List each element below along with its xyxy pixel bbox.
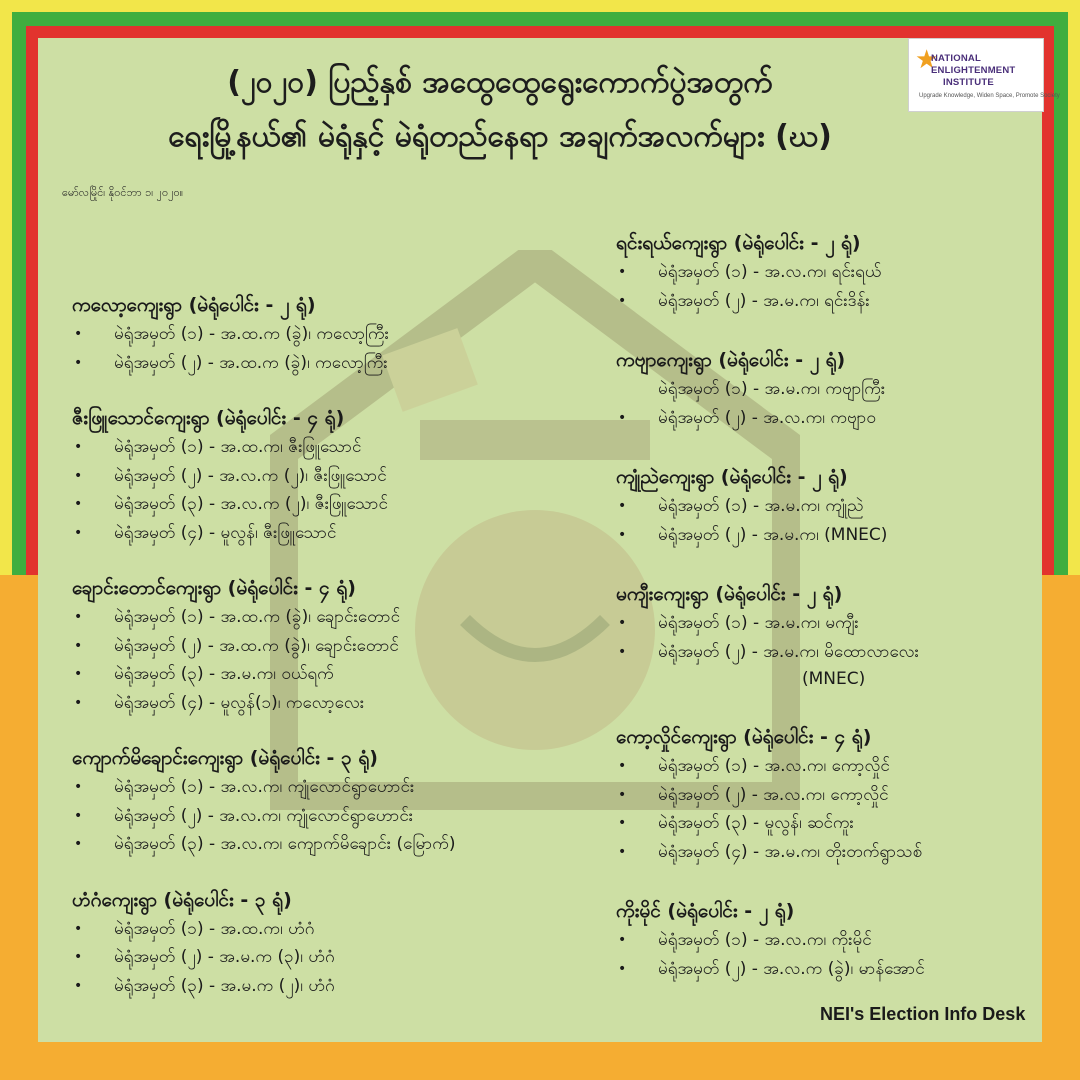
- nei-logo: [908, 38, 1060, 112]
- date-line: မော်လမြိုင်၊ နိုဝင်ဘာ ၁၊ ၂၀၂၀။: [62, 186, 184, 199]
- logo-tagline: Upgrade Knowledge, Widen Space, Promote Society: [919, 93, 1060, 99]
- polling-station-text: မဲရုံအမှတ် (၂) - အ.လ.က (ခွဲ)၊ မာန်အောင်: [658, 958, 925, 979]
- footer-credit: NEI's Election Info Desk: [820, 1004, 1026, 1024]
- bullet-icon: •: [74, 524, 83, 541]
- polling-station-item: [616, 521, 1036, 550]
- polling-station-text: မဲရုံအမှတ် (၃) - အ.မ.က၊ ဝယ်ရက်: [114, 664, 334, 684]
- village-group-title: ကျုံညဲကျေးရွာ (မဲရုံပေါင်း - ၂ ရုံ): [616, 466, 848, 488]
- polling-station-text: မဲရုံအမှတ် (၁) - အ.မ.က၊ မကျီး: [658, 613, 859, 633]
- polling-station-item: [72, 433, 572, 462]
- polling-station-text: မဲရုံအမှတ် (၄) - မူလွန်(၁)၊ ကလော့လေး: [114, 692, 365, 713]
- polling-station-text: မဲရုံအမှတ် (၃) - အ.လ.က (၂)၊ ဇီးဖြူသောင်: [114, 494, 388, 514]
- polling-station-item: [616, 752, 1036, 781]
- polling-station-item: [616, 809, 1036, 838]
- polling-station-text: မဲရုံအမှတ် (၂) - အ.မ.က၊ မိထောလာလေး: [658, 641, 919, 662]
- bullet-icon: •: [618, 292, 627, 309]
- polling-station-item: [72, 660, 572, 689]
- village-group-title: ချောင်းတောင်ကျေးရွာ (မဲရုံပေါင်း - ၄ ရုံ): [72, 577, 356, 599]
- bullet-icon: •: [618, 758, 627, 774]
- village-group-title: ကိုးမိုင် (မဲရုံပေါင်း - ၂ ရုံ): [616, 900, 795, 922]
- village-group-title: ကျောက်မိချောင်းကျေးရွာ (မဲရုံပေါင်း - ၃ ရုံ): [72, 747, 378, 769]
- polling-station-text: မဲရုံအမှတ် (၂) - အ.လ.က (၂)၊ ဇီးဖြူသောင်: [114, 465, 387, 486]
- bullet-icon: •: [618, 264, 627, 280]
- bullet-icon: •: [74, 779, 83, 795]
- bullet-icon: •: [618, 843, 627, 860]
- village-group: [72, 885, 572, 1001]
- bullet-icon: •: [74, 977, 83, 994]
- polling-station-item: [616, 926, 1036, 955]
- bullet-icon: •: [74, 467, 83, 484]
- polling-station-text: မဲရုံအမှတ် (၁) - အ.ထ.က (ခွဲ)၊ ချောင်းတောင်: [114, 607, 401, 627]
- page-title-line-2: ရေးမြို့နယ်၏ မဲရုံနှင့် မဲရုံတည်နေရာ အချက်အလက်များ (ဃ): [168, 119, 832, 154]
- village-group: [616, 722, 1036, 866]
- right-column: [616, 228, 1036, 1013]
- polling-station-text: မဲရုံအမှတ် (၂) - အ.ထ.က (ခွဲ)၊ ကလော့ကြီး: [114, 352, 388, 373]
- polling-station-item: [72, 519, 572, 548]
- polling-station-text: မဲရုံအမှတ် (၁) - အ.ထ.က၊ ဇီးဖြူသောင်: [114, 437, 362, 457]
- polling-station-text: မဲရုံအမှတ် (၃) - အ.မ.က (၂)၊ ဟံဂံ: [114, 975, 335, 996]
- village-group: [616, 345, 1036, 432]
- polling-station-item: [72, 462, 572, 491]
- polling-station-item: [72, 943, 572, 972]
- bullet-icon: •: [74, 836, 83, 852]
- polling-station-text: မဲရုံအမှတ် (၁) - အ.မ.က၊ ကဗျာကြီး: [658, 379, 886, 399]
- bullet-icon: •: [74, 609, 83, 625]
- polling-station-text: မဲရုံအမှတ် (၃) - မူလွန်၊ ဆင်ကူး: [658, 813, 854, 833]
- polling-station-item: [72, 915, 572, 944]
- polling-station-item: [72, 603, 572, 632]
- logo-line-3: INSTITUTE: [943, 77, 994, 88]
- bullet-icon: •: [74, 326, 83, 342]
- star-icon: ★: [915, 45, 939, 75]
- polling-station-text: မဲရုံအမှတ် (၄) - အ.မ.က၊ တိုးတက်ရွာသစ်: [658, 841, 923, 862]
- bullet-icon: •: [618, 932, 627, 948]
- polling-station-item: [72, 349, 572, 378]
- village-group-title: ကော့လှိုင်ကျေးရွာ (မဲရုံပေါင်း - ၄ ရုံ): [616, 726, 872, 748]
- bullet-icon: •: [74, 439, 83, 455]
- polling-station-item: [72, 320, 572, 349]
- polling-station-text: မဲရုံအမှတ် (၃) - အ.လ.က၊ ကျောက်မိချောင်း (မြောက်): [114, 834, 456, 854]
- polling-station-text: မဲရုံအမှတ် (၁) - အ.လ.က၊ ကျုံလောင်ရွာဟောင်း: [114, 777, 415, 797]
- village-group: [72, 403, 572, 547]
- polling-station-text: မဲရုံအမှတ် (၂) - အ.လ.က၊ ကျုံလောင်ရွာဟောင်း: [114, 805, 414, 826]
- village-group-title: ရင်းရယ်ကျေးရွာ (မဲရုံပေါင်း - ၂ ရုံ): [616, 232, 861, 254]
- bullet-icon: •: [618, 960, 627, 977]
- polling-station-item: [616, 287, 1036, 316]
- village-group-title: ဟံဂံကျေးရွာ (မဲရုံပေါင်း - ၃ ရုံ): [72, 888, 292, 911]
- bullet-icon: •: [74, 666, 83, 682]
- bullet-icon: •: [74, 354, 83, 371]
- village-group: [616, 896, 1036, 983]
- village-group: [616, 579, 1036, 692]
- polling-station-text: မဲရုံအမှတ် (၂) - အ.လ.က၊ ကော့လှိုင်: [658, 784, 889, 805]
- village-group-title: ကဗျာကျေးရွာ (မဲရုံပေါင်း - ၂ ရုံ): [616, 349, 846, 371]
- polling-station-text: မဲရုံအမှတ် (၂) - အ.ထ.က (ခွဲ)၊ ချောင်းတောင်: [114, 635, 399, 656]
- polling-station-item: [72, 802, 572, 831]
- bullet-icon: •: [618, 526, 627, 543]
- polling-station-item: [72, 490, 572, 519]
- left-column: [72, 290, 572, 1026]
- polling-station-item: [72, 773, 572, 802]
- polling-station-item: [72, 632, 572, 661]
- polling-station-text: မဲရုံအမှတ် (၁) - အ.လ.က၊ ရင်းရယ်: [658, 262, 882, 282]
- bullet-icon: •: [618, 786, 627, 803]
- village-group-title: ကလော့ကျေးရွာ (မဲရုံပေါင်း - ၂ ရုံ): [72, 294, 316, 316]
- bullet-icon: •: [74, 496, 83, 512]
- polling-station-item: [616, 955, 1036, 984]
- polling-station-item: [616, 781, 1036, 810]
- polling-station-item: [616, 375, 1036, 404]
- polling-station-text: မဲရုံအမှတ် (၁) - အ.ထ.က၊ ဟံဂံ: [114, 918, 315, 939]
- village-group: [72, 573, 572, 717]
- logo-line-2: ENLIGHTENMENT: [931, 65, 1016, 76]
- polling-station-text: မဲရုံအမှတ် (၂) - အ.မ.က၊ (MNEC): [658, 524, 888, 545]
- logo-line-1: NATIONAL: [931, 53, 981, 64]
- village-group: [72, 743, 572, 859]
- bullet-icon: •: [74, 807, 83, 824]
- bullet-icon: •: [618, 815, 627, 831]
- polling-station-item: [616, 404, 1036, 433]
- polling-station-text: မဲရုံအမှတ် (၁) - အ.မ.က၊ ကျုံညဲ: [658, 496, 864, 516]
- bullet-icon: •: [74, 637, 83, 654]
- bullet-icon: •: [618, 643, 627, 660]
- polling-station-continuation: (MNEC): [802, 669, 866, 689]
- polling-station-item: [616, 492, 1036, 521]
- village-group: [616, 462, 1036, 549]
- polling-station-item: [72, 972, 572, 1001]
- polling-station-item: [616, 838, 1036, 867]
- polling-station-text: မဲရုံအမှတ် (၁) - အ.လ.က၊ ကိုးမိုင်: [658, 930, 872, 950]
- polling-station-text: မဲရုံအမှတ် (၄) - မူလွန်၊ ဇီးဖြူသောင်: [114, 522, 337, 543]
- polling-station-text: မဲရုံအမှတ် (၂) - အ.မ.က (၃)၊ ဟံဂံ: [114, 947, 335, 967]
- polling-station-text: မဲရုံအမှတ် (၁) - အ.လ.က၊ ကော့လှိုင်: [658, 756, 890, 776]
- polling-station-item: [72, 830, 572, 859]
- polling-station-text: မဲရုံအမှတ် (၂) - အ.မ.က၊ ရင်းဒိန်း: [658, 290, 870, 311]
- bullet-icon: •: [74, 694, 83, 711]
- village-group: [72, 290, 572, 377]
- polling-station-text: မဲရုံအမှတ် (၂) - အ.လ.က၊ ကဗျာ၀: [658, 407, 876, 428]
- bullet-icon: •: [618, 498, 627, 514]
- page-title-line-1: (၂၀၂၀) ပြည့်နှစ် အထွေထွေရွေးကောက်ပွဲအတွက်: [227, 65, 773, 100]
- polling-station-item: [616, 638, 1036, 667]
- polling-station-item: [616, 258, 1036, 287]
- village-group-title: ဇီးဖြူသောင်ကျေးရွာ (မဲရုံပေါင်း - ၄ ရုံ): [72, 407, 345, 429]
- polling-station-item: [616, 609, 1036, 638]
- bullet-icon: •: [618, 409, 627, 426]
- bullet-icon: •: [74, 949, 83, 965]
- polling-station-item: [72, 689, 572, 718]
- bullet-icon: •: [74, 920, 83, 937]
- village-group: [616, 228, 1036, 315]
- polling-station-text: မဲရုံအမှတ် (၁) - အ.ထ.က (ခွဲ)၊ ကလော့ကြီး: [114, 324, 389, 344]
- bullet-icon: •: [618, 615, 627, 631]
- village-group-title: မကျီးကျေးရွာ (မဲရုံပေါင်း - ၂ ရုံ): [616, 583, 843, 605]
